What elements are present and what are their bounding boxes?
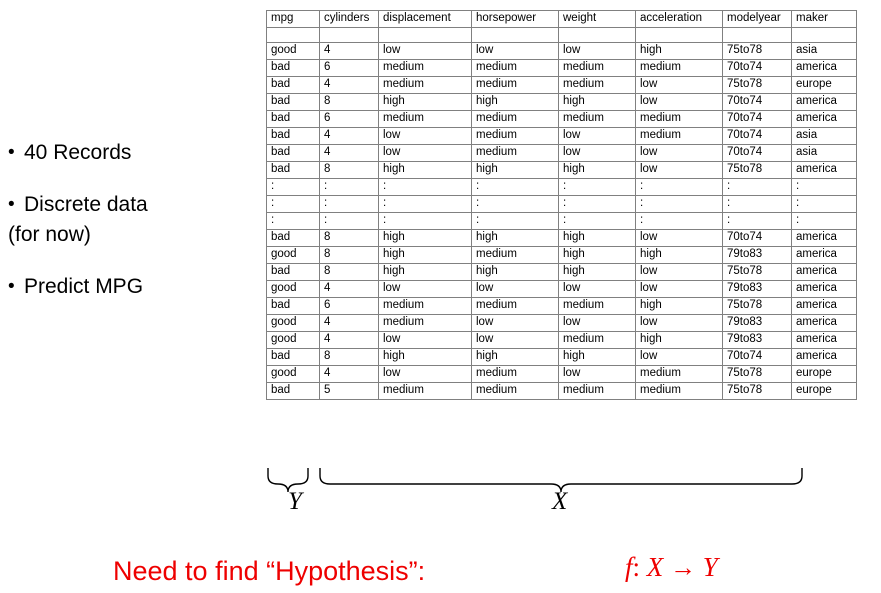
table-header-row — [267, 11, 857, 28]
table-cell: bad — [267, 162, 320, 179]
table-cell: 79to83 — [723, 247, 792, 264]
list-item — [8, 272, 243, 302]
table-row — [267, 162, 857, 179]
column-header-cylinders: cylinders — [320, 11, 379, 28]
table-cell: medium — [472, 383, 559, 400]
table-cell: : — [792, 179, 857, 196]
list-item-label: Discrete data — [24, 193, 148, 216]
table-row — [267, 60, 857, 77]
table-cell: medium — [472, 366, 559, 383]
table-cell: high — [559, 94, 636, 111]
table-row — [267, 111, 857, 128]
table-cell: good — [267, 43, 320, 60]
table-cell: medium — [379, 383, 472, 400]
table-cell: 70to74 — [723, 94, 792, 111]
table-cell: : — [379, 213, 472, 230]
table-cell: low — [559, 145, 636, 162]
brace-annotations — [266, 466, 866, 526]
table-cell: high — [636, 43, 723, 60]
table-cell: low — [559, 366, 636, 383]
table-row — [267, 281, 857, 298]
table-cell — [559, 28, 636, 43]
table-cell: low — [379, 332, 472, 349]
table-cell: 4 — [320, 332, 379, 349]
table-cell: : — [472, 196, 559, 213]
table-cell: medium — [379, 298, 472, 315]
formula-f: f — [625, 552, 633, 582]
table-cell: 4 — [320, 366, 379, 383]
table-cell — [379, 28, 472, 43]
table-cell: 4 — [320, 281, 379, 298]
table-cell: high — [559, 349, 636, 366]
table-cell: low — [636, 264, 723, 281]
table-cell: america — [792, 298, 857, 315]
table-row — [267, 145, 857, 162]
table-cell: 79to83 — [723, 281, 792, 298]
table-cell: high — [379, 230, 472, 247]
table-cell: 75to78 — [723, 298, 792, 315]
table-cell: medium — [472, 60, 559, 77]
table-cell: bad — [267, 230, 320, 247]
table-row — [267, 264, 857, 281]
column-header-horsepower: horsepower — [472, 11, 559, 28]
table-cell: medium — [472, 298, 559, 315]
bullet-marker-icon: • — [8, 276, 15, 297]
table-row — [267, 179, 857, 196]
table-cell: low — [559, 43, 636, 60]
table-cell: 4 — [320, 128, 379, 145]
right-arrow-icon: → — [670, 552, 697, 582]
table-cell: : — [472, 213, 559, 230]
table-cell: low — [636, 145, 723, 162]
table-cell: : — [723, 213, 792, 230]
annotation-label-x: X — [552, 488, 568, 515]
table-cell: low — [379, 43, 472, 60]
table-cell: america — [792, 230, 857, 247]
table-cell: low — [559, 315, 636, 332]
table-cell: : — [472, 179, 559, 196]
table-cell: : — [559, 196, 636, 213]
table-cell: : — [320, 179, 379, 196]
table-cell: high — [379, 162, 472, 179]
table-cell: 8 — [320, 94, 379, 111]
table-cell: : — [379, 179, 472, 196]
table-cell: : — [792, 196, 857, 213]
table-cell: 4 — [320, 145, 379, 162]
table-cell: low — [472, 315, 559, 332]
column-header-mpg: mpg — [267, 11, 320, 28]
column-header-displacement: displacement — [379, 11, 472, 28]
formula-x: X — [646, 552, 664, 582]
table-cell: : — [267, 179, 320, 196]
table-cell: low — [636, 281, 723, 298]
table-cell: high — [379, 349, 472, 366]
table-cell: high — [379, 247, 472, 264]
table-row — [267, 383, 857, 400]
table-cell: low — [636, 230, 723, 247]
table-cell: : — [320, 196, 379, 213]
table-cell: good — [267, 247, 320, 264]
table-cell: medium — [559, 383, 636, 400]
table-cell: medium — [472, 145, 559, 162]
table-cell: medium — [379, 77, 472, 94]
table-cell: medium — [636, 111, 723, 128]
table-cell: medium — [636, 383, 723, 400]
table-cell: low — [379, 366, 472, 383]
table-cell: high — [559, 230, 636, 247]
table-cell: medium — [559, 77, 636, 94]
table-row — [267, 94, 857, 111]
table-cell: asia — [792, 145, 857, 162]
table-row — [267, 196, 857, 213]
table-cell: high — [472, 94, 559, 111]
table-cell: 8 — [320, 247, 379, 264]
table-cell: america — [792, 349, 857, 366]
table-cell: europe — [792, 366, 857, 383]
table-cell: low — [559, 128, 636, 145]
table-row — [267, 213, 857, 230]
table-cell: 70to74 — [723, 145, 792, 162]
list-item-sublabel: (for now) — [8, 223, 91, 246]
table-cell: 4 — [320, 77, 379, 94]
table-cell: medium — [559, 111, 636, 128]
table-cell: bad — [267, 94, 320, 111]
table-cell: : — [320, 213, 379, 230]
table-row — [267, 77, 857, 94]
caption-formula — [625, 552, 718, 583]
table-cell: 6 — [320, 111, 379, 128]
column-header-modelyear: modelyear — [723, 11, 792, 28]
annotation-label-y: Y — [288, 488, 302, 515]
table-cell: bad — [267, 77, 320, 94]
table-cell: low — [472, 43, 559, 60]
table-cell: : — [636, 213, 723, 230]
table-cell: : — [267, 196, 320, 213]
table-cell: medium — [472, 111, 559, 128]
table-cell: america — [792, 60, 857, 77]
list-item — [8, 190, 243, 250]
table-cell: low — [472, 281, 559, 298]
table-cell: 75to78 — [723, 366, 792, 383]
table-cell: high — [559, 162, 636, 179]
table-cell: : — [559, 179, 636, 196]
table-row — [267, 230, 857, 247]
table-cell: america — [792, 315, 857, 332]
table-cell: medium — [559, 298, 636, 315]
table-row — [267, 247, 857, 264]
table-cell: high — [636, 332, 723, 349]
table-cell — [472, 28, 559, 43]
table-cell: good — [267, 281, 320, 298]
table-cell: europe — [792, 383, 857, 400]
table-cell: 79to83 — [723, 332, 792, 349]
table-row — [267, 349, 857, 366]
table-cell: low — [636, 77, 723, 94]
table-cell: asia — [792, 43, 857, 60]
table-row — [267, 28, 857, 43]
table-cell: bad — [267, 298, 320, 315]
table-cell: : — [723, 179, 792, 196]
table-cell: medium — [379, 315, 472, 332]
formula-colon: : — [632, 552, 641, 582]
table-cell: 75to78 — [723, 162, 792, 179]
table-cell: 8 — [320, 264, 379, 281]
table-cell: low — [559, 281, 636, 298]
table-cell: 8 — [320, 349, 379, 366]
table-cell: 79to83 — [723, 315, 792, 332]
table-cell: medium — [379, 60, 472, 77]
table-cell: medium — [636, 366, 723, 383]
table-cell: high — [472, 230, 559, 247]
table-cell: high — [472, 264, 559, 281]
table-cell: : — [379, 196, 472, 213]
table-cell: : — [636, 179, 723, 196]
table-cell — [636, 28, 723, 43]
table-cell: 4 — [320, 315, 379, 332]
table-cell: medium — [636, 60, 723, 77]
table-cell — [267, 28, 320, 43]
table-cell: low — [636, 162, 723, 179]
table-cell: good — [267, 332, 320, 349]
column-header-maker: maker — [792, 11, 857, 28]
table-cell: good — [267, 366, 320, 383]
table-cell: 6 — [320, 298, 379, 315]
table-cell: america — [792, 332, 857, 349]
table-cell: high — [559, 264, 636, 281]
table-cell: 70to74 — [723, 349, 792, 366]
table-cell: low — [472, 332, 559, 349]
table-cell — [723, 28, 792, 43]
table-cell: high — [559, 247, 636, 264]
list-item-label: 40 Records — [24, 141, 132, 164]
table-cell: high — [472, 162, 559, 179]
table-cell: high — [379, 94, 472, 111]
caption-text: Need to find “Hypothesis”: — [113, 556, 426, 586]
table-cell: bad — [267, 60, 320, 77]
column-header-acceleration: acceleration — [636, 11, 723, 28]
bullet-marker-icon: • — [8, 194, 15, 215]
column-header-weight: weight — [559, 11, 636, 28]
table-cell: 70to74 — [723, 60, 792, 77]
table-cell: 70to74 — [723, 111, 792, 128]
table-cell — [792, 28, 857, 43]
table-cell: low — [636, 349, 723, 366]
table-cell: bad — [267, 264, 320, 281]
table-cell: medium — [472, 128, 559, 145]
table-cell: low — [636, 94, 723, 111]
data-table — [266, 10, 857, 400]
table-cell: bad — [267, 145, 320, 162]
table-cell: 75to78 — [723, 77, 792, 94]
table-cell: medium — [472, 77, 559, 94]
table-cell: bad — [267, 111, 320, 128]
table-cell: america — [792, 264, 857, 281]
table-cell: 8 — [320, 230, 379, 247]
table-cell: asia — [792, 128, 857, 145]
table-cell: america — [792, 247, 857, 264]
table-cell: 5 — [320, 383, 379, 400]
bullet-list — [8, 138, 243, 324]
table-cell: 6 — [320, 60, 379, 77]
table-row — [267, 366, 857, 383]
table-cell: : — [723, 196, 792, 213]
table-row — [267, 298, 857, 315]
table-cell: medium — [472, 247, 559, 264]
table-cell: america — [792, 281, 857, 298]
data-table-container — [266, 10, 857, 400]
list-item — [8, 138, 243, 168]
table-row — [267, 43, 857, 60]
table-cell: : — [267, 213, 320, 230]
table-cell: europe — [792, 77, 857, 94]
table-cell — [320, 28, 379, 43]
table-row — [267, 332, 857, 349]
table-cell: 4 — [320, 43, 379, 60]
table-cell: bad — [267, 349, 320, 366]
table-cell: 70to74 — [723, 128, 792, 145]
table-row — [267, 128, 857, 145]
table-cell: : — [792, 213, 857, 230]
table-cell: low — [379, 281, 472, 298]
table-cell: medium — [636, 128, 723, 145]
table-cell: medium — [379, 111, 472, 128]
formula-y: Y — [702, 552, 718, 582]
table-cell: medium — [559, 332, 636, 349]
table-cell: low — [379, 145, 472, 162]
table-cell: bad — [267, 383, 320, 400]
table-cell: low — [636, 315, 723, 332]
table-cell: 70to74 — [723, 230, 792, 247]
bullet-marker-icon: • — [8, 142, 15, 163]
table-cell: : — [559, 213, 636, 230]
table-cell: medium — [559, 60, 636, 77]
table-cell: : — [636, 196, 723, 213]
table-cell: high — [472, 349, 559, 366]
list-item-label: Predict MPG — [24, 275, 144, 298]
table-cell: 8 — [320, 162, 379, 179]
table-cell: 75to78 — [723, 383, 792, 400]
table-cell: high — [379, 264, 472, 281]
table-row — [267, 315, 857, 332]
table-cell: high — [636, 298, 723, 315]
table-cell: bad — [267, 128, 320, 145]
table-cell: low — [379, 128, 472, 145]
table-cell: america — [792, 94, 857, 111]
table-cell: america — [792, 162, 857, 179]
table-cell: america — [792, 111, 857, 128]
table-cell: 75to78 — [723, 43, 792, 60]
table-cell: good — [267, 315, 320, 332]
table-cell: 75to78 — [723, 264, 792, 281]
table-body — [267, 28, 857, 400]
table-cell: high — [636, 247, 723, 264]
